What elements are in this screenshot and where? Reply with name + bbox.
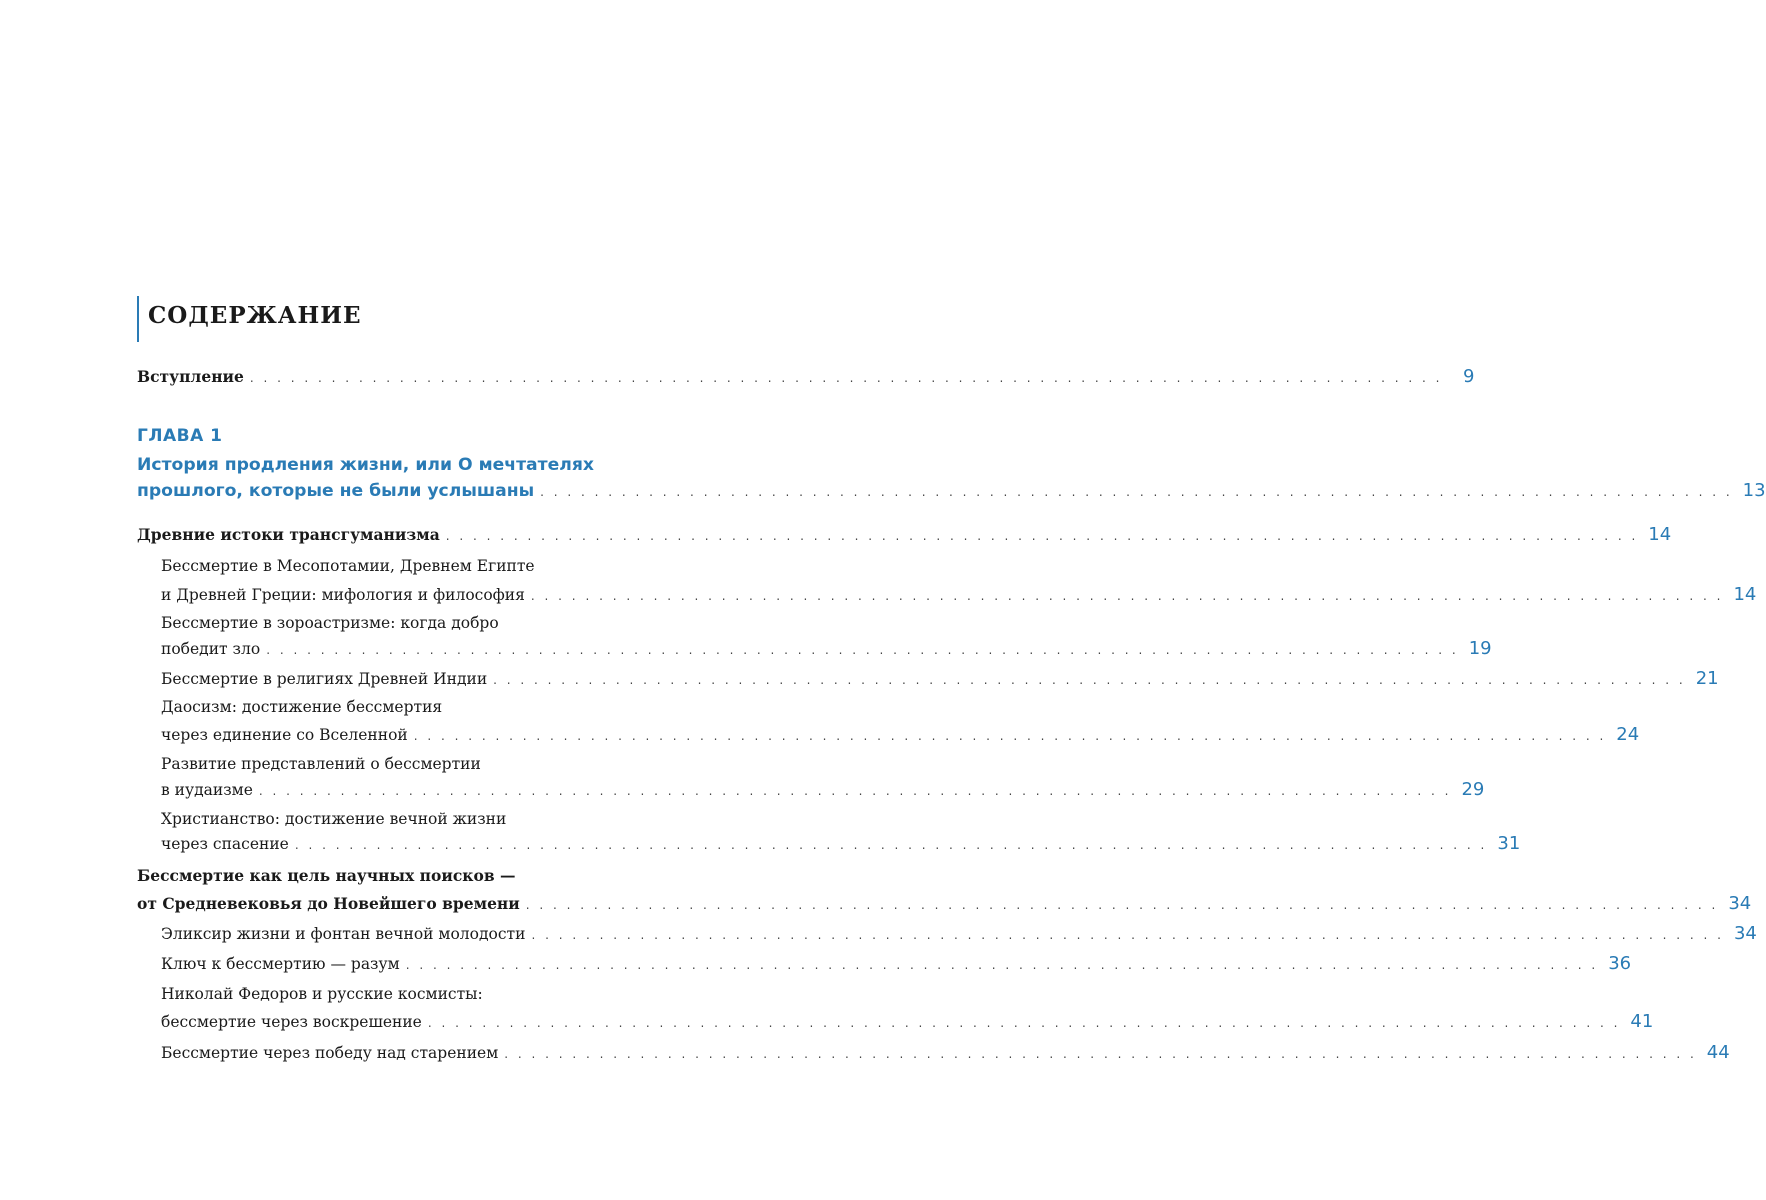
page-number: 29	[1461, 779, 1485, 800]
toc-subentry-title: в иудаизме	[161, 781, 253, 799]
leader-dots: . . . . . . . . . . . . . . . . . . . . . . . . . . . . . . . . . . . . . . . . . . . . . . . . . . . . . . . . . . . . . . . . . . . . . . . . . . . . . . . . . . . . . . . .	[531, 928, 1724, 942]
toc-subentry[interactable]	[161, 1042, 1730, 1063]
leader-dots: . . . . . . . . . . . . . . . . . . . . . . . . . . . . . . . . . . . . . . . . . . . . . . . . . . . . . . . . . . . . . . . . . . . . . . . . . . . . . . . . . . . . . . . .	[525, 898, 1719, 912]
toc-subentry[interactable]	[161, 584, 1757, 605]
toc-entry-section1[interactable]	[137, 524, 1672, 545]
leader-dots: . . . . . . . . . . . . . . . . . . . . . . . . . . . . . . . . . . . . . . . . . . . . . . . . . . . . . . . . . . . . . . . . . . . . . . . . . . . . . . . . . . . . . . . .	[249, 371, 1443, 385]
chapter-label: ГЛАВА 1	[137, 426, 223, 446]
leader-dots: . . . . . . . . . . . . . . . . . . . . . . . . . . . . . . . . . . . . . . . . . . . . . . . . . . . . . . . . . . . . . . . . . . . . . . . . . . . . . . . . . . . . . . . .	[413, 729, 1607, 743]
leader-dots: . . . . . . . . . . . . . . . . . . . . . . . . . . . . . . . . . . . . . . . . . . . . . . . . . . . . . . . . . . . . . . . . . . . . . . . . . . . . . . . . . . . . . . . .	[540, 485, 1733, 499]
page-number: 44	[1706, 1042, 1730, 1063]
toc-subentry[interactable]	[161, 724, 1640, 745]
leader-dots: . . . . . . . . . . . . . . . . . . . . . . . . . . . . . . . . . . . . . . . . . . . . . . . . . . . . . . . . . . . . . . . . . . . . . . . . . . . . . . . . . . . . . . . .	[405, 958, 1599, 972]
leader-dots: . . . . . . . . . . . . . . . . . . . . . . . . . . . . . . . . . . . . . . . . . . . . . . . . . . . . . . . . . . . . . . . . . . . . . . . . . . . . . . . . . . . . . . . .	[504, 1047, 1697, 1061]
page-number: 36	[1608, 953, 1632, 974]
leader-dots: . . . . . . . . . . . . . . . . . . . . . . . . . . . . . . . . . . . . . . . . . . . . . . . . . . . . . . . . . . . . . . . . . . . . . . . . . . . . . . . . . . . . . . . .	[445, 529, 1639, 543]
leader-dots: . . . . . . . . . . . . . . . . . . . . . . . . . . . . . . . . . . . . . . . . . . . . . . . . . . . . . . . . . . . . . . . . . . . . . . . . . . . . . . . . . . . . . . . .	[266, 643, 1459, 657]
toc-subentry[interactable]	[161, 953, 1632, 974]
page-number: 9	[1462, 366, 1475, 387]
leader-dots: . . . . . . . . . . . . . . . . . . . . . . . . . . . . . . . . . . . . . . . . . . . . . . . . . . . . . . . . . . . . . . . . . . . . . . . . . . . . . . . . . . . . . . . .	[258, 784, 1452, 798]
toc-section-line1: Бессмертие как цель научных поисков —	[137, 866, 516, 885]
page-number: 14	[1648, 524, 1672, 545]
toc-subentry-title: Ключ к бессмертию — разум	[161, 955, 400, 973]
toc-subentry[interactable]	[161, 923, 1757, 944]
page-number: 41	[1630, 1011, 1654, 1032]
toc-entry-title: Древние истоки трансгуманизма	[137, 525, 440, 544]
toc-subentry-line1: Николай Федоров и русские космисты:	[161, 985, 483, 1003]
toc-entry-section2[interactable]	[137, 893, 1752, 914]
toc-subentry-title: и Древней Греции: мифология и философия	[161, 586, 525, 604]
toc-subentry-title: Эликсир жизни и фонтан вечной молодости	[161, 925, 526, 943]
leader-dots: . . . . . . . . . . . . . . . . . . . . . . . . . . . . . . . . . . . . . . . . . . . . . . . . . . . . . . . . . . . . . . . . . . . . . . . . . . . . . . . . . . . . . . . .	[427, 1016, 1621, 1030]
chapter-title-line2: прошлого, которые не были услышаны	[137, 481, 535, 501]
page-number: 13	[1742, 480, 1766, 501]
toc-subentry-title: Бессмертие в религиях Древней Индии	[161, 670, 488, 688]
page-number: 34	[1728, 893, 1752, 914]
toc-entry-chapter1[interactable]	[137, 480, 1766, 501]
toc-subentry-line1: Бессмертие в Месопотамии, Древнем Египте	[161, 557, 535, 575]
leader-dots: . . . . . . . . . . . . . . . . . . . . . . . . . . . . . . . . . . . . . . . . . . . . . . . . . . . . . . . . . . . . . . . . . . . . . . . . . . . . . . . . . . . . . . . .	[493, 673, 1686, 687]
page-title: СОДЕРЖАНИЕ	[148, 302, 362, 329]
toc-subentry-title: Бессмертие через победу над старением	[161, 1044, 499, 1062]
toc-subentry-line1: Развитие представлений о бессмертии	[161, 755, 481, 773]
toc-subentry-title: через единение со Вселенной	[161, 726, 408, 744]
leader-dots: . . . . . . . . . . . . . . . . . . . . . . . . . . . . . . . . . . . . . . . . . . . . . . . . . . . . . . . . . . . . . . . . . . . . . . . . . . . . . . . . . . . . . . . .	[294, 838, 1488, 852]
page-number: 19	[1468, 638, 1492, 659]
chapter-title-line1: История продления жизни, или О мечтателях	[137, 455, 594, 475]
page-number: 14	[1733, 584, 1757, 605]
toc-subentry[interactable]	[161, 668, 1719, 689]
toc-subentry-title: победит зло	[161, 640, 261, 658]
leader-dots: . . . . . . . . . . . . . . . . . . . . . . . . . . . . . . . . . . . . . . . . . . . . . . . . . . . . . . . . . . . . . . . . . . . . . . . . . . . . . . . . . . . . . . . .	[530, 589, 1724, 603]
toc-subentry-line1: Бессмертие в зороастризме: когда добро	[161, 614, 499, 632]
toc-entry-intro[interactable]	[137, 366, 1475, 387]
page-number: 31	[1497, 833, 1521, 854]
toc-entry-title: от Средневековья до Новейшего времени	[137, 894, 520, 913]
page-number: 21	[1695, 668, 1719, 689]
toc-subentry[interactable]	[161, 1011, 1654, 1032]
toc-entry-title: Вступление	[137, 367, 244, 386]
toc-subentry-line1: Христианство: достижение вечной жизни	[161, 810, 507, 828]
toc-subentry-line1: Даосизм: достижение бессмертия	[161, 698, 443, 716]
title-accent-bar	[137, 296, 139, 342]
toc-subentry[interactable]	[161, 638, 1492, 659]
page-number: 24	[1616, 724, 1640, 745]
toc-subentry-title: через спасение	[161, 835, 289, 853]
page-number: 34	[1733, 923, 1757, 944]
toc-subentry[interactable]	[161, 833, 1521, 854]
toc-subentry[interactable]	[161, 779, 1485, 800]
toc-subentry-title: бессмертие через воскрешение	[161, 1013, 422, 1031]
